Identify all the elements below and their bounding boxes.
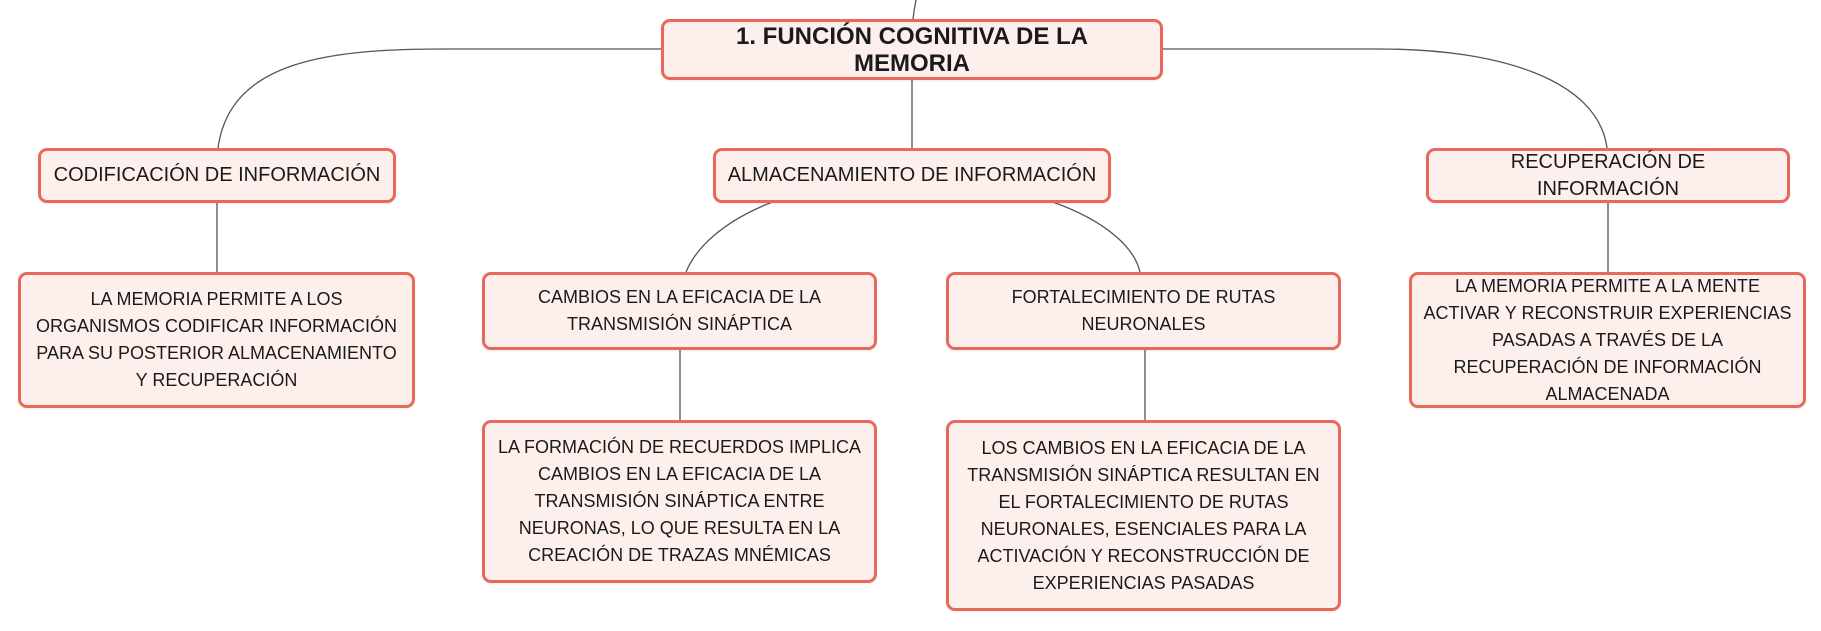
link-to-parent xyxy=(913,0,916,19)
topic-almacenamiento-label: ALMACENAMIENTO DE INFORMACIÓN xyxy=(727,164,1097,186)
subtopic-rutas-neuronales[interactable] xyxy=(946,272,1341,350)
topic-almacenamiento[interactable] xyxy=(713,148,1111,203)
detail-rutas-neuronales[interactable] xyxy=(946,420,1341,611)
subtopic-rutas-neuronales-label: FORTALECIMIENTO DE RUTAS NEURONALES xyxy=(1011,287,1276,334)
subtopic-recuperacion-desc-text: LA MEMORIA PERMITE A LA MENTE ACTIVAR Y RECONSTRUIR EXPERIENCIAS PASADAS A TRAVÉS DE LA RECUPERACIÓN DE INFORMACIÓN ALMACENADA xyxy=(1423,275,1792,404)
link-root-recuperacion xyxy=(1162,49,1607,148)
link-almacenamiento-sinaptica xyxy=(686,201,775,272)
subtopic-codificacion-desc[interactable] xyxy=(18,272,415,408)
root-topic-label: 1. FUNCIÓN COGNITIVA DE LA MEMORIA xyxy=(735,22,1088,77)
root-topic[interactable] xyxy=(661,19,1163,80)
detail-transmision-sinaptica[interactable] xyxy=(482,420,877,583)
link-almacenamiento-rutas xyxy=(1050,201,1140,272)
subtopic-recuperacion-desc[interactable] xyxy=(1409,272,1806,408)
topic-codificacion-label: CODIFICACIÓN DE INFORMACIÓN xyxy=(53,164,381,186)
link-root-codificacion xyxy=(218,49,663,148)
topic-recuperacion[interactable] xyxy=(1426,148,1790,203)
subtopic-codificacion-desc-text: LA MEMORIA PERMITE A LOS ORGANISMOS CODIFICAR INFORMACIÓN PARA SU POSTERIOR ALMACENAMIENTO Y RECUPERACIÓN xyxy=(35,289,397,390)
topic-codificacion[interactable] xyxy=(38,148,396,203)
subtopic-transmision-sinaptica[interactable] xyxy=(482,272,877,350)
topic-recuperacion-label: RECUPERACIÓN DE INFORMACIÓN xyxy=(1510,150,1706,200)
subtopic-transmision-sinaptica-label: CAMBIOS EN LA EFICACIA DE LA TRANSMISIÓN SINÁPTICA xyxy=(537,287,822,334)
detail-rutas-neuronales-text: LOS CAMBIOS EN LA EFICACIA DE LA TRANSMISIÓN SINÁPTICA RESULTAN EN EL FORTALECIMIENTO DE RUTAS NEURONALES, ESENCIALES PARA LA ACTIVACIÓN Y RECONSTRUCCIÓN DE EXPERIENCIAS PASADAS xyxy=(967,437,1320,593)
detail-transmision-sinaptica-text: LA FORMACIÓN DE RECUERDOS IMPLICA CAMBIOS EN LA EFICACIA DE LA TRANSMISIÓN SINÁPTICA ENTRE NEURONAS, LO QUE RESULTA EN LA CREACIÓN DE TRAZAS MNÉMICAS xyxy=(497,437,862,565)
